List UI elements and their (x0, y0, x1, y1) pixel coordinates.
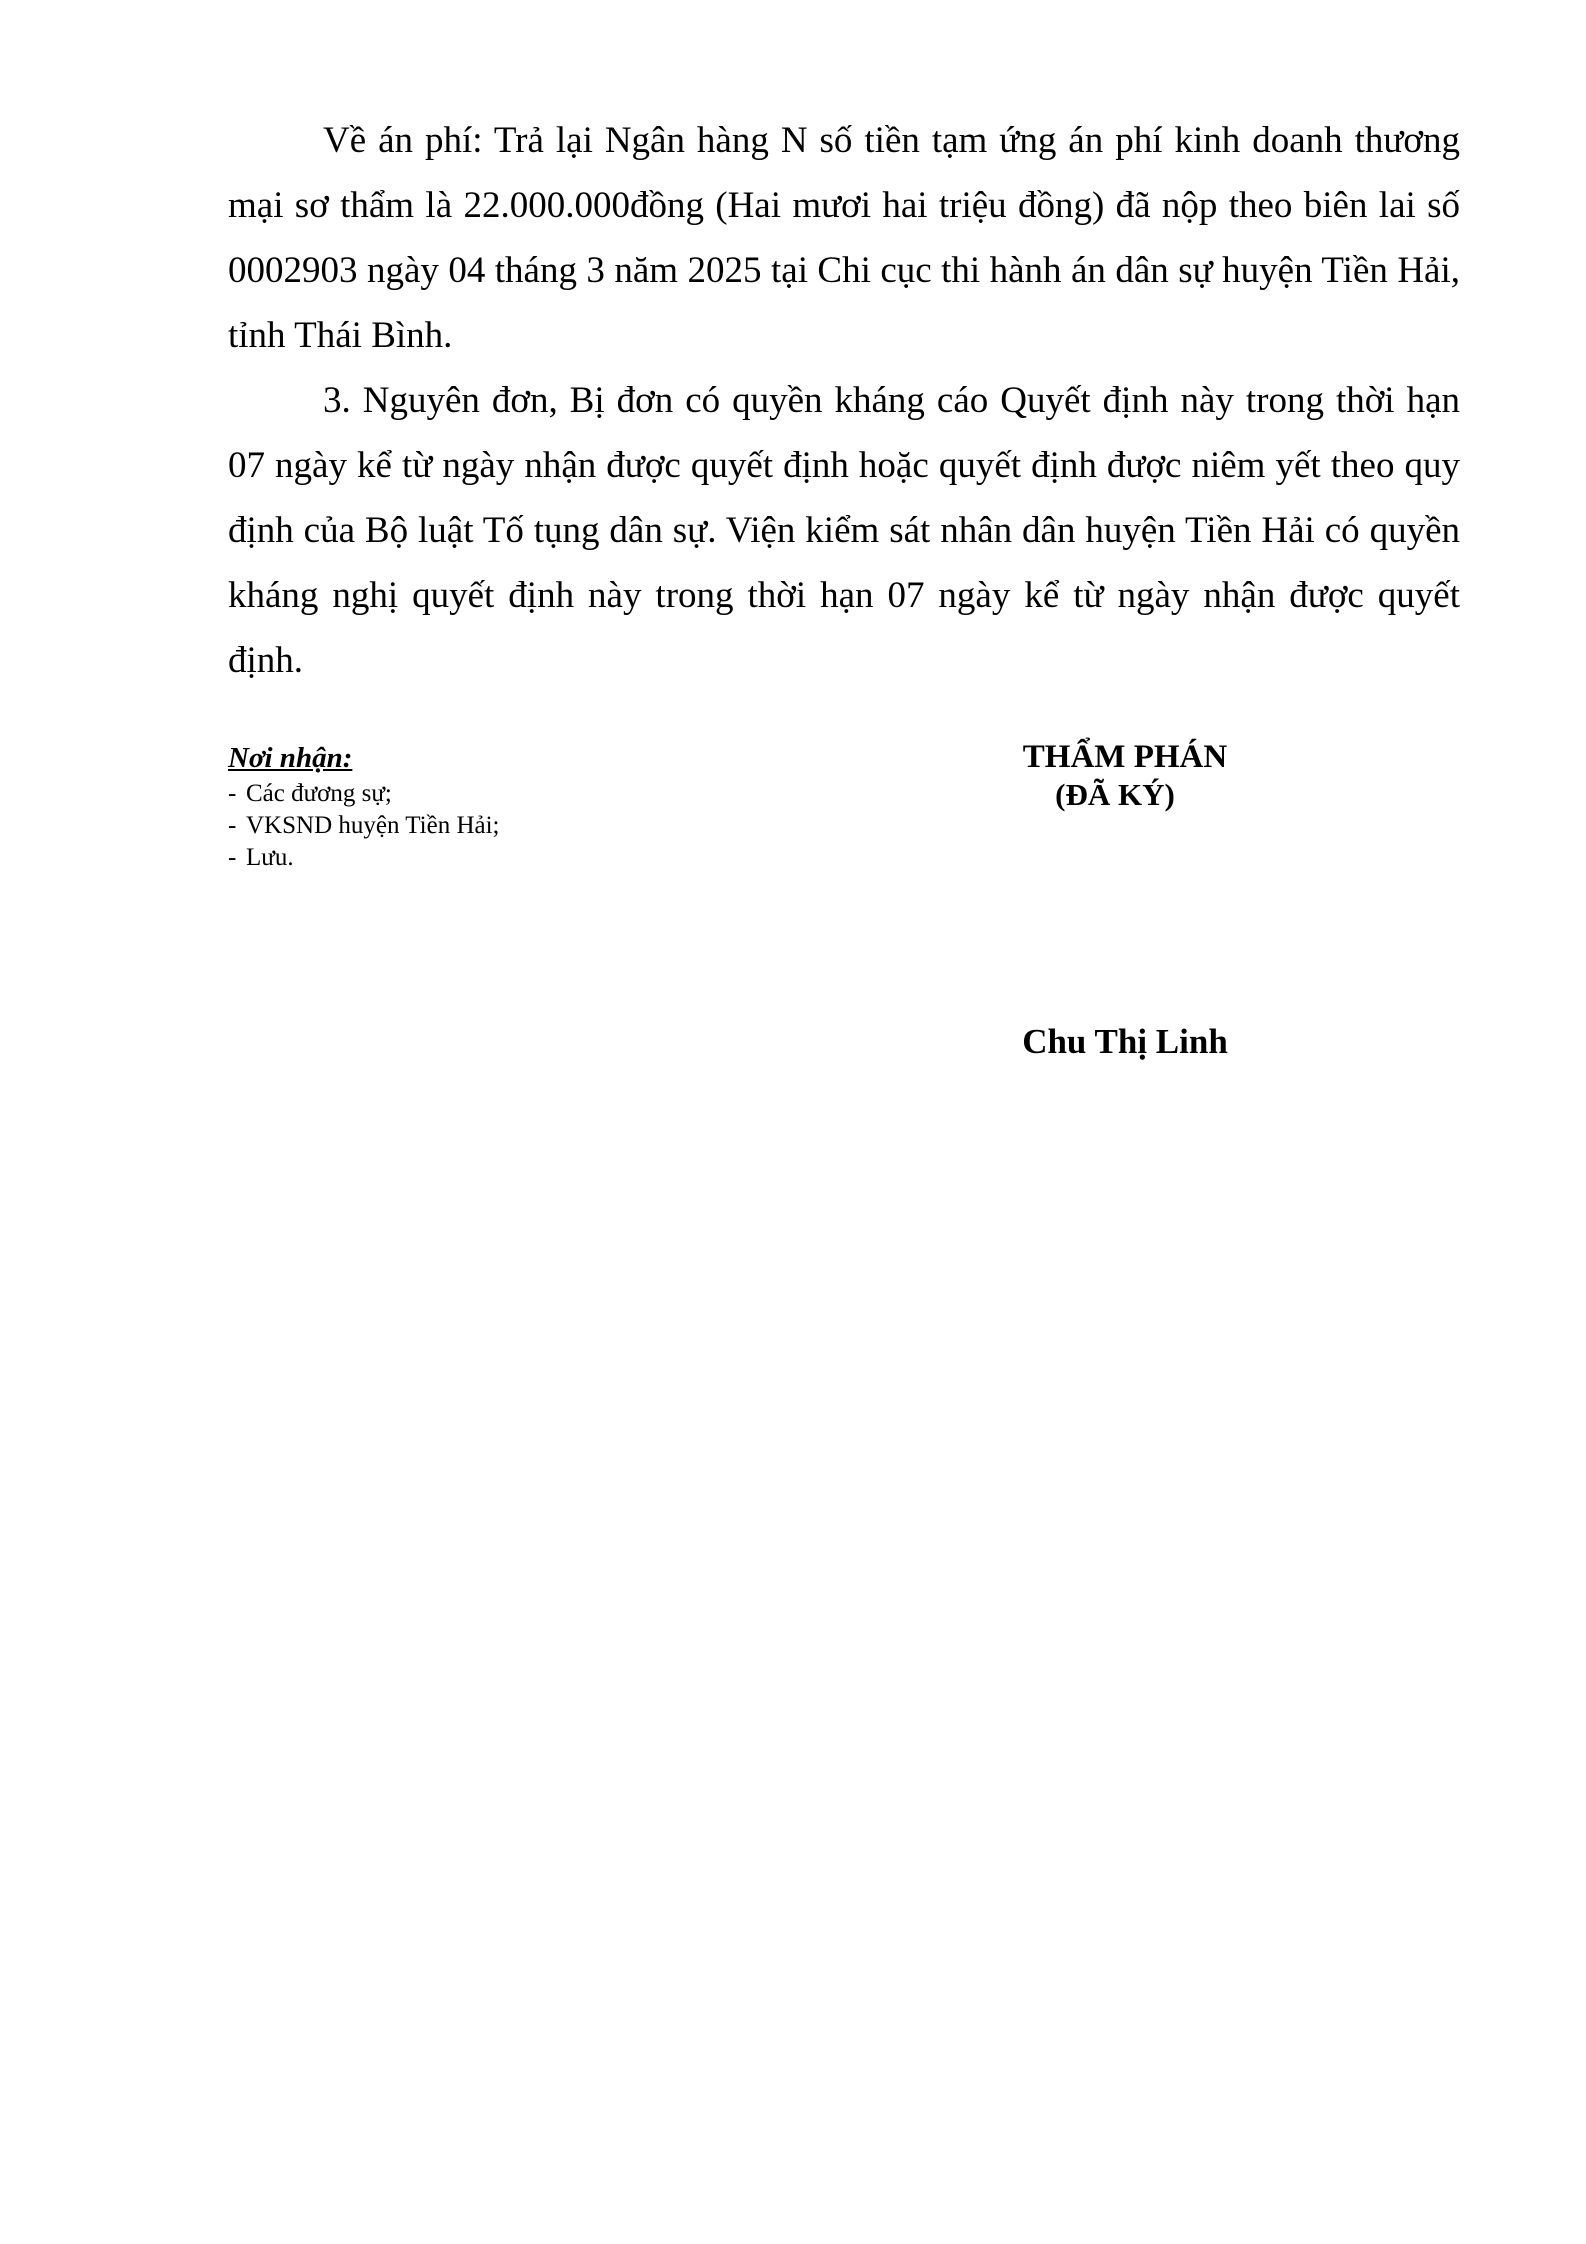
signer-title: THẨM PHÁN (1022, 739, 1228, 775)
paragraph-appeal-rights: 3. Nguyên đơn, Bị đơn có quyền kháng cáo Quyết định này trong thời hạn 07 ngày kể từ ngày nhận được quyết định hoặc quyết định được niêm yết theo quy định của Bộ luật Tố tụng dân sự. Viện kiểm sát nhân dân huyện Tiền Hải có quyền kháng nghị quyết định này trong thời hạn 07 ngày kể từ ngày nhận được quyết định. (228, 380, 1460, 681)
recipient-item: - Lưu. (228, 842, 788, 874)
recipient-item: - VKSND huyện Tiền Hải; (228, 810, 788, 842)
recipients-list (228, 778, 788, 874)
document-body (228, 108, 1460, 693)
recipients-heading: Nơi nhận: (228, 742, 353, 774)
signed-status: (ĐÃ KÝ) (1055, 777, 1175, 812)
recipients-block (228, 740, 788, 874)
paragraph-court-fee: Về án phí: Trả lại Ngân hàng N số tiền tạm ứng án phí kinh doanh thương mại sơ thẩm là 22.000.000đồng (Hai mươi hai triệu đồng) đã nộp theo biên lai số 0002903 ngày 04 tháng 3 năm 2025 tại Chi cục thi hành án dân sự huyện Tiền Hải, tỉnh Thái Bình. (228, 120, 1460, 356)
signature-block (960, 738, 1290, 814)
signer-name: Chu Thị Linh (1022, 1022, 1228, 1061)
recipient-item: - Các đương sự; (228, 778, 788, 810)
